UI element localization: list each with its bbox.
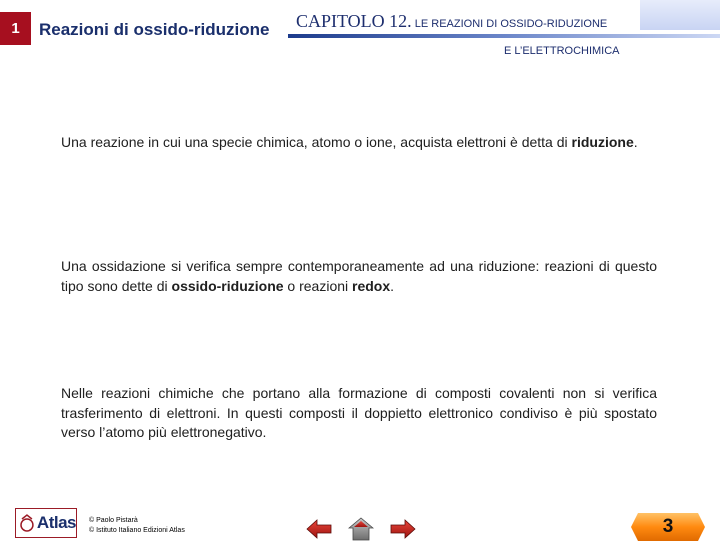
page-number: 3 <box>662 516 674 537</box>
home-icon[interactable] <box>348 517 374 541</box>
term-ossido-riduzione: ossido-riduzione <box>171 277 284 294</box>
header-decoration <box>640 0 720 30</box>
chapter-title-line1: LE REAZIONI DI OSSIDO-RIDUZIONE <box>411 18 608 30</box>
chapter-title-line2: E L’ELETTROCHIMICA <box>504 45 620 57</box>
chapter-number: CAPITOLO 12. <box>296 11 412 31</box>
header-divider <box>288 34 720 38</box>
chapter-title <box>296 11 607 32</box>
term-riduzione: riduzione <box>571 134 634 150</box>
paragraph-ossidazione <box>61 257 657 296</box>
paragraph-text: o reazioni <box>283 277 353 294</box>
credit-author: © Paolo Pistarà <box>89 517 138 524</box>
page-number-badge <box>630 512 706 542</box>
arrow-left-icon[interactable] <box>306 517 332 541</box>
section-number: 1 <box>11 20 20 37</box>
paragraph-text: Una ossidazione si verifica sempre contemporaneamente ad una riduzione: reazioni di questo tipo sono dette di <box>61 258 657 294</box>
credits <box>89 516 185 536</box>
section-title: Reazioni di ossido-riduzione <box>39 20 270 39</box>
atlas-logo <box>15 508 77 538</box>
section-number-badge <box>0 12 31 45</box>
paragraph-covalenti: Nelle reazioni chimiche che portano alla formazione di composti covalenti non si verifica trasferimento di elettroni. In questi composti il doppietto elettronico condiviso è più spostato verso l’atomo più elettronegativo. <box>61 385 657 440</box>
paragraph-riduzione <box>61 133 657 153</box>
paragraph-text: . <box>390 277 395 294</box>
credit-publisher: © Istituto Italiano Edizioni Atlas <box>89 527 185 534</box>
paragraph-text: Una reazione in cui una specie chimica, atomo o ione, acquista elettroni è detta di <box>61 134 572 150</box>
term-redox: redox <box>352 277 391 294</box>
atlas-logo-icon <box>19 513 35 533</box>
atlas-logo-text: Atlas <box>36 513 76 532</box>
paragraph-text: . <box>633 134 638 150</box>
arrow-right-icon[interactable] <box>390 517 416 541</box>
